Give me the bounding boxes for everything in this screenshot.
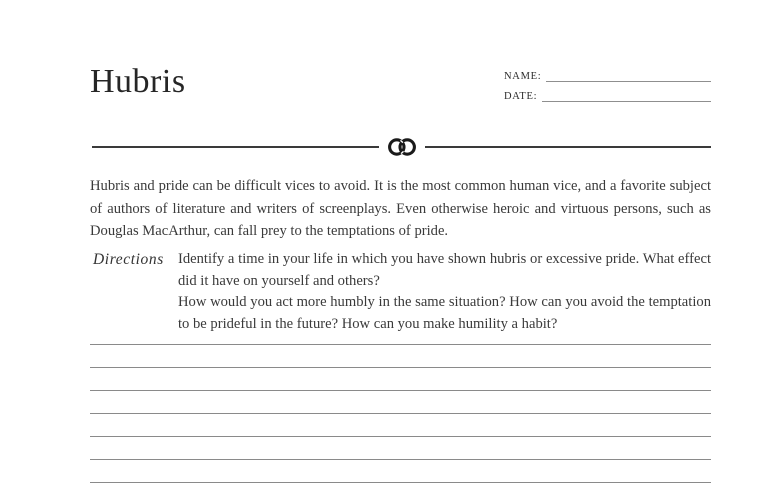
- directions-paragraph: Identify a time in your life in which you have shown hubris or excessive pride. What effect did it have on yourself and others?: [178, 251, 711, 289]
- answer-line[interactable]: [90, 345, 711, 368]
- name-blank-field[interactable]: [546, 70, 711, 82]
- directions-paragraph: How would you act more humbly in the same situation? How can you avoid the temptation to be prideful in the future? How can you make humility a habit?: [178, 294, 711, 332]
- intro-paragraph: Hubris and pride can be difficult vices to avoid. It is the most common human vice, and a favorite subject of authors of literature and writers of screenplays. Even otherwise heroic and virtuous persons, such as Douglas MacArthur, can fall prey to the temptations of pride.: [90, 178, 711, 239]
- name-row: [504, 70, 711, 82]
- date-row: [504, 90, 711, 102]
- answer-line[interactable]: [90, 460, 711, 483]
- answer-line[interactable]: [90, 414, 711, 437]
- directions-label: Directions: [93, 251, 164, 268]
- header: [90, 62, 711, 110]
- name-label: NAME:: [504, 71, 542, 82]
- divider-rule-left: [92, 146, 379, 148]
- answer-lines: [90, 322, 711, 483]
- celtic-knot-icon: [387, 136, 417, 158]
- answer-line[interactable]: [90, 391, 711, 414]
- answer-line[interactable]: [90, 437, 711, 460]
- divider-rule-right: [425, 146, 712, 148]
- page-title: Hubris: [90, 63, 186, 100]
- answer-line[interactable]: [90, 368, 711, 391]
- name-date-block: [504, 62, 711, 110]
- date-blank-field[interactable]: [542, 90, 711, 102]
- section-divider: [92, 136, 711, 158]
- date-label: DATE:: [504, 91, 538, 102]
- answer-line[interactable]: [90, 322, 711, 345]
